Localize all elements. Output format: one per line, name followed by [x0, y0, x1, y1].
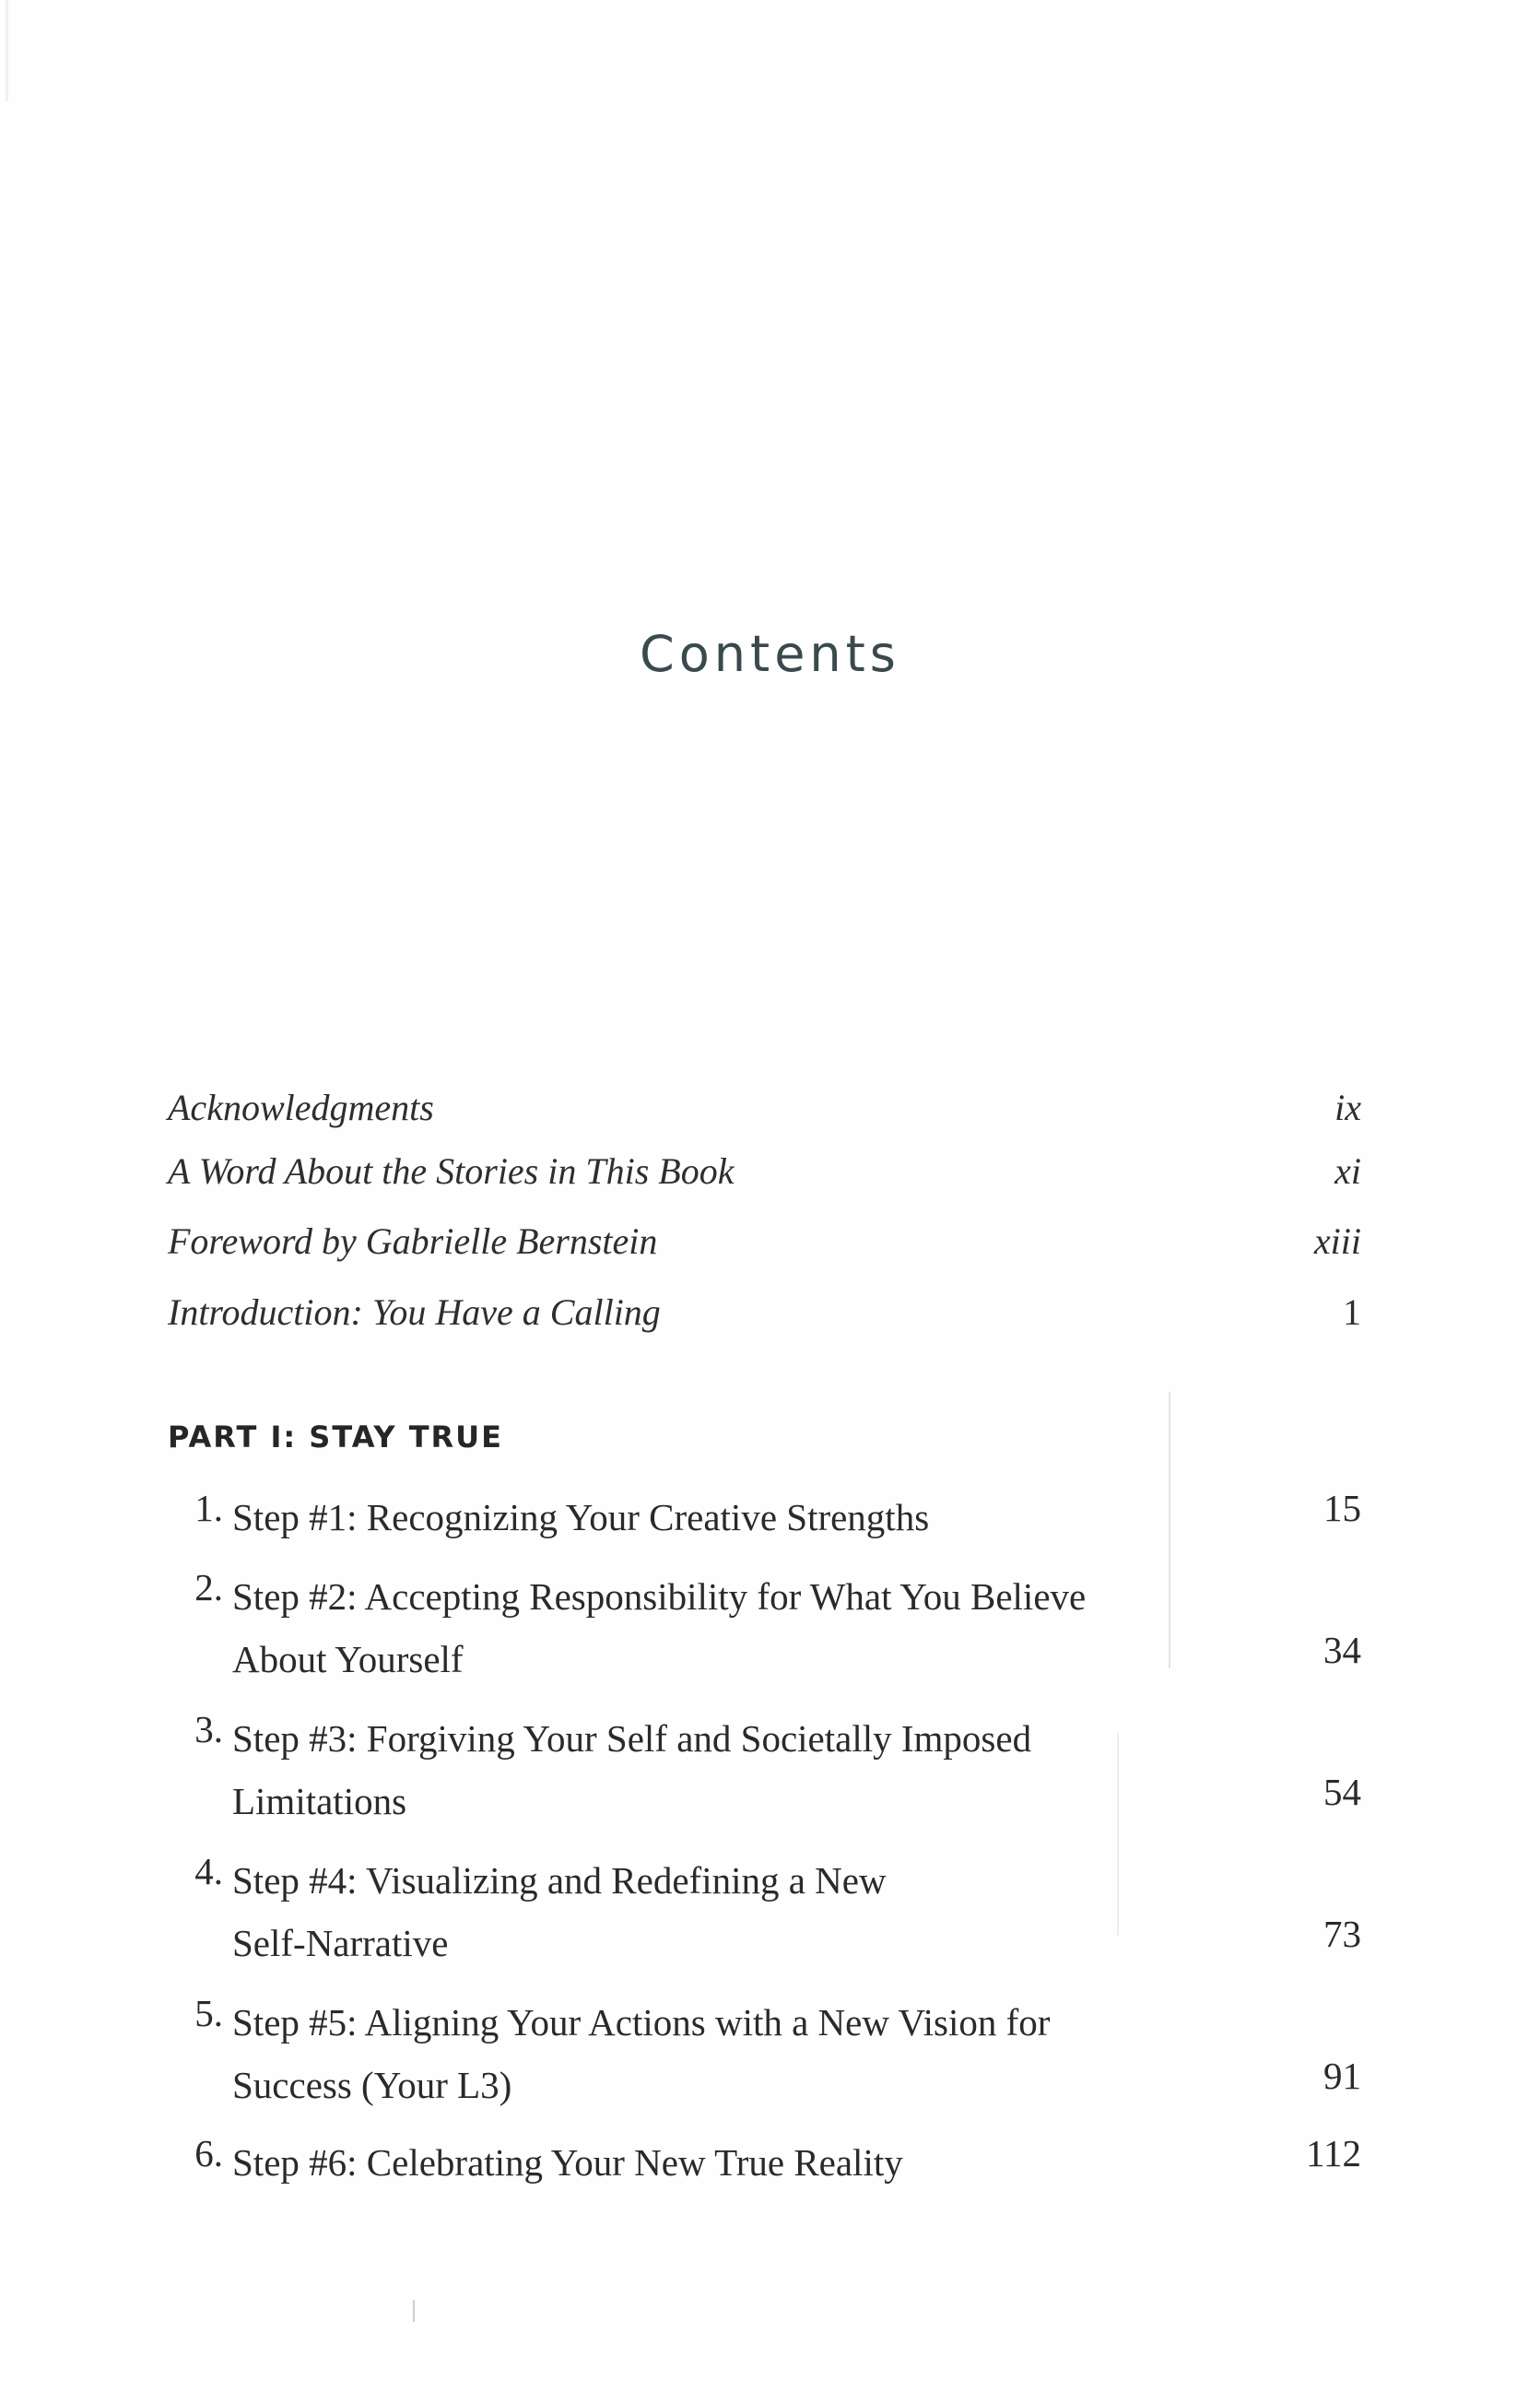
chapter-title-line: Step #6: Celebrating Your New True Reality [232, 2141, 903, 2184]
chapter-title-line: About Yourself [232, 1638, 464, 1680]
chapter-number: 3. [194, 1708, 223, 1750]
toc-entry-acknowledgments [168, 1086, 1361, 1141]
toc-entry-label: Acknowledgments [168, 1087, 434, 1128]
scan-artifact [1169, 1392, 1170, 1668]
page-title: Contents [640, 625, 900, 683]
toc-entry-label: Foreword by Gabrielle Bernstein [168, 1220, 658, 1262]
toc-entry-page: ix [1334, 1087, 1361, 1128]
chapter-title-line: Step #2: Accepting Responsibility for What You Believe [232, 1575, 1087, 1618]
chapter-title [232, 1565, 1209, 1690]
chapter-number: 2. [194, 1566, 223, 1608]
toc-entry-page: xi [1334, 1150, 1361, 1192]
chapter-title-line: Success (Your L3) [232, 2064, 512, 2106]
toc-entry-word-about-stories [168, 1149, 1361, 1205]
chapter-title-line: Self-Narrative [232, 1922, 449, 1964]
toc-entry-page: 1 [1343, 1291, 1361, 1333]
scan-artifact [413, 2300, 415, 2322]
toc-entry-page: xiii [1313, 1220, 1361, 1262]
chapter-title-line: Step #1: Recognizing Your Creative Strengths [232, 1496, 930, 1538]
chapter-title [232, 1707, 1209, 1832]
chapter-title-line: Step #5: Aligning Your Actions with a New Vision for [232, 2001, 1051, 2044]
toc-entry-introduction [168, 1290, 1361, 1346]
chapter-page: 73 [1323, 1913, 1361, 1955]
toc-entry-label: A Word About the Stories in This Book [168, 1150, 735, 1192]
chapter-page: 34 [1323, 1629, 1361, 1671]
chapter-page: 112 [1306, 2132, 1361, 2174]
chapter-number: 1. [194, 1487, 223, 1529]
scan-artifact [1117, 1733, 1119, 1936]
chapter-title-line: Limitations [232, 1780, 407, 1822]
chapter-page: 91 [1323, 2055, 1361, 2097]
chapter-title [232, 1486, 1209, 1549]
chapter-title-line: Step #3: Forgiving Your Self and Societally Imposed [232, 1717, 1032, 1760]
chapter-number: 5. [194, 1992, 223, 2034]
chapter-page: 15 [1323, 1487, 1361, 1529]
chapter-title [232, 1991, 1209, 2116]
toc-entry-label: Introduction: You Have a Calling [168, 1291, 661, 1333]
chapter-number: 6. [194, 2132, 223, 2174]
chapter-title [232, 1849, 1209, 1974]
chapter-title [232, 2131, 1209, 2194]
chapter-title-line: Step #4: Visualizing and Redefining a New [232, 1859, 887, 1902]
toc-entry-foreword [168, 1219, 1361, 1275]
part-heading: PART I: STAY TRUE [168, 1419, 504, 1455]
scan-artifact [6, 0, 8, 101]
chapter-number: 4. [194, 1850, 223, 1892]
chapter-page: 54 [1323, 1771, 1361, 1813]
